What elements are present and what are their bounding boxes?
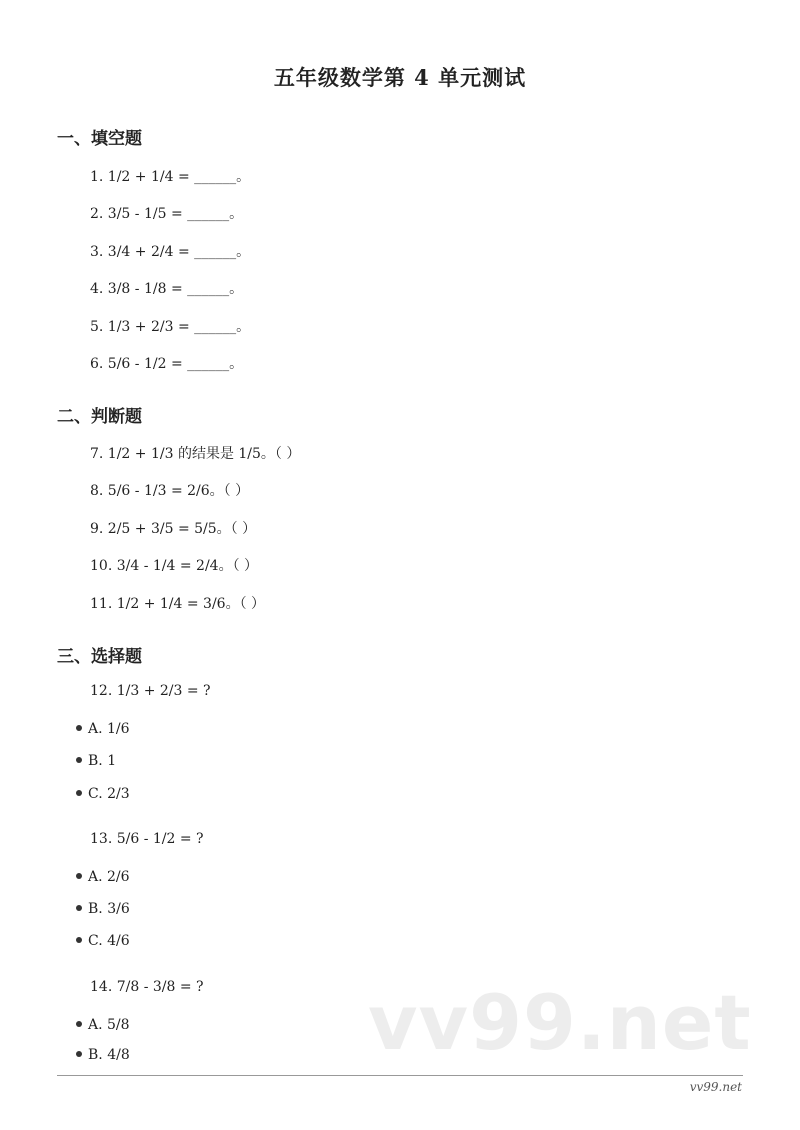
choice-13-option-c <box>76 933 130 949</box>
footer-divider <box>57 1075 743 1076</box>
fill-question-4: 4. 3/8 - 1/8 = ______。 <box>90 281 244 297</box>
judge-question-9: 9. 2/5 + 3/5 = 5/5。（ ） <box>90 521 257 537</box>
fill-question-3: 3. 3/4 + 2/4 = ______。 <box>90 244 251 260</box>
fill-question-6: 6. 5/6 - 1/2 = ______。 <box>90 356 244 372</box>
option-label: C. 2/3 <box>88 786 130 802</box>
bullet-icon <box>76 725 82 731</box>
choice-12-option-c <box>76 786 130 802</box>
judge-question-11: 11. 1/2 + 1/4 = 3/6。（ ） <box>90 596 266 612</box>
choice-question-14: 14. 7/8 - 3/8 = ? <box>90 979 204 995</box>
bullet-icon <box>76 790 82 796</box>
bullet-icon <box>76 873 82 879</box>
choice-question-13: 13. 5/6 - 1/2 = ? <box>90 831 204 847</box>
choice-14-option-b <box>76 1047 130 1063</box>
bullet-icon <box>76 905 82 911</box>
choice-13-option-b <box>76 901 130 917</box>
judge-question-8: 8. 5/6 - 1/3 = 2/6。（ ） <box>90 483 250 499</box>
choice-question-12: 12. 1/3 + 2/3 = ? <box>90 683 211 699</box>
option-label: A. 5/8 <box>88 1017 130 1033</box>
option-label: B. 4/8 <box>88 1047 130 1063</box>
choice-12-option-b <box>76 753 116 769</box>
fill-question-2: 2. 3/5 - 1/5 = ______。 <box>90 206 244 222</box>
bullet-icon <box>76 1051 82 1057</box>
option-label: A. 1/6 <box>88 721 130 737</box>
page-title: 五年级数学第 4 单元测试 <box>273 65 527 90</box>
judge-question-10: 10. 3/4 - 1/4 = 2/4。（ ） <box>90 558 259 574</box>
choice-14-option-a <box>76 1017 130 1033</box>
option-label: A. 2/6 <box>88 869 130 885</box>
section-heading-choice: 三、选择题 <box>57 647 142 667</box>
section-heading-fill: 一、填空题 <box>57 129 142 149</box>
fill-question-5: 5. 1/3 + 2/3 = ______。 <box>90 319 251 335</box>
choice-12-option-a <box>76 721 130 737</box>
judge-question-7: 7. 1/2 + 1/3 的结果是 1/5。（ ） <box>90 446 301 462</box>
bullet-icon <box>76 1021 82 1027</box>
bullet-icon <box>76 757 82 763</box>
option-label: C. 4/6 <box>88 933 130 949</box>
footer-site-label: vv99.net <box>689 1080 742 1094</box>
option-label: B. 3/6 <box>88 901 130 917</box>
fill-question-1: 1. 1/2 + 1/4 = ______。 <box>90 169 251 185</box>
option-label: B. 1 <box>88 753 117 769</box>
section-heading-judge: 二、判断题 <box>57 407 142 427</box>
choice-13-option-a <box>76 869 130 885</box>
watermark: vv99.net <box>368 978 752 1067</box>
bullet-icon <box>76 937 82 943</box>
